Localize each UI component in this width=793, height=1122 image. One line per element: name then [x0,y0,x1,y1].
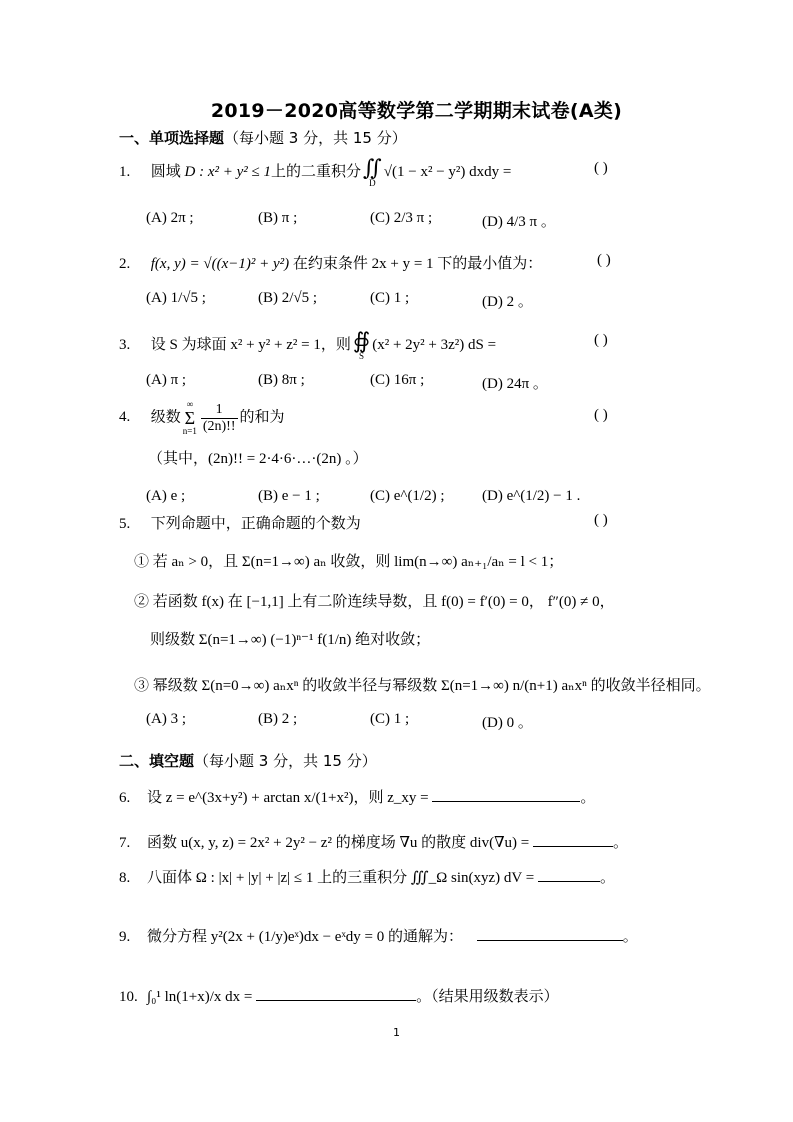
option-c: (C) e^(1/2) ; [370,488,445,504]
double-integral-symbol: ∬ D [363,155,382,188]
question-end: 。 [622,929,638,945]
question-end: 。（结果用级数表示） [416,989,559,1005]
option-a: (A) 3 ; [146,711,186,727]
option-d: (D) 4/3 π 。 [482,214,556,230]
question-text: 八面体 Ω : |x| + |y| + |z| ≤ 1 上的三重积分 ∭_Ω sin(xyz) dV = [147,870,535,886]
option-b: (B) π ; [258,210,298,226]
statement-3: ③ 幂级数 Σ(n=0→∞) aₙxⁿ 的收敛半径与幂级数 Σ(n=1→∞) n/(n+1) aₙxⁿ 的收敛半径相同。 [134,678,711,694]
question-number: 8. [119,870,131,886]
option-a: (A) 1/√5 ; [146,290,206,306]
question-text: 微分方程 y²(2x + (1/y)eˣ)dx − eˣdy = 0 的通解为： [147,929,464,945]
answer-blank[interactable] [432,787,580,802]
question-text: 下列命题中，正确命题的个数为 [150,516,361,532]
question-8 [119,866,615,887]
question-end: 。 [580,790,596,806]
question-3 [119,330,496,361]
question-text: 上的二重积分 [271,163,362,180]
answer-paren: ( ) [594,160,608,176]
question-text: 级数 [150,409,181,426]
integrand: √(1 − x² − y²) dxdy = [383,163,512,180]
option-a: (A) π ; [146,372,187,388]
question-7 [119,831,628,852]
question-end: 。 [613,835,629,851]
question-text: 设 S 为球面 x² + y² + z² = 1，则 [150,336,351,353]
domain-expression: D : x² + y² ≤ 1 [184,163,272,180]
question-text: ∫₀¹ ln(1+x)/x dx = [147,989,253,1005]
option-d: (D) 0 。 [482,715,533,731]
option-b: (B) 8π ; [258,372,305,388]
option-d: (D) e^(1/2) − 1 . [482,488,581,504]
answer-paren: ( ) [594,512,608,528]
statement-2-cont: 则级数 Σ(n=1→∞) (−1)ⁿ⁻¹ f(1/n) 绝对收敛； [150,632,431,648]
answer-paren: ( ) [594,332,608,348]
fraction: $\frac{1}{(2n)!!}$ [202,402,236,434]
statement-2: ② 若函数 f(x) 在 [−1,1] 上有二阶连续导数，且 f(0) = f′(0) = 0， f″(0) ≠ 0， [134,594,615,610]
summation-symbol: ∞ Σ n=1 [182,399,197,436]
option-d: (D) 24π 。 [482,376,548,392]
answer-paren: ( ) [594,407,608,423]
option-a: (A) e ; [146,488,186,504]
answer-blank[interactable] [477,926,623,941]
question-4-note: （其中，(2n)!! = 2·4·6·…·(2n) 。） [148,451,368,467]
function-expression: f(x, y) = √((x−1)² + y²) [150,256,290,272]
question-9 [119,925,638,946]
section-2-title: 二、填空题 [119,752,195,770]
statement-1: ① 若 aₙ > 0，且 Σ(n=1→∞) aₙ 收敛，则 lim(n→∞) aₙ₊₁/aₙ = l < 1； [134,554,564,570]
question-number: 4. [119,409,131,426]
option-d: (D) 2 。 [482,294,533,310]
question-1 [119,157,511,188]
question-text: 的和为 [239,409,285,426]
option-c: (C) 2/3 π ; [370,210,433,226]
question-number: 3. [119,336,131,353]
answer-blank[interactable] [533,832,613,847]
question-10 [119,985,559,1006]
question-4 [119,400,285,436]
option-b: (B) e − 1 ; [258,488,320,504]
question-number: 10. [119,989,138,1005]
section-2-note: （每小题 3 分，共 15 分） [194,752,377,770]
question-text: 圆域 [150,163,181,180]
question-number: 1. [119,163,131,180]
integrand: (x² + 2y² + 3z²) dS = [372,336,497,353]
question-text: 函数 u(x, y, z) = 2x² + 2y² − z² 的梯度场 ∇u 的散度 div(∇u) = [147,835,530,851]
question-end: 。 [599,870,615,886]
question-text: 在约束条件 2x + y = 1 下的最小值为： [292,256,543,272]
question-text: 设 z = e^(3x+y²) + arctan x/(1+x²)，则 z_xy = [147,790,429,806]
answer-blank[interactable] [256,986,416,1001]
question-number: 7. [119,835,131,851]
option-a: (A) 2π ; [146,210,194,226]
option-c: (C) 1 ; [370,290,410,306]
section-1-note: （每小题 3 分，共 15 分） [224,129,407,147]
surface-integral-symbol: ∯ S [352,328,371,361]
question-number: 6. [119,790,131,806]
exam-title: 2019－2020高等数学第二学期期末试卷(A类) [210,100,623,122]
option-b: (B) 2 ; [258,711,298,727]
question-number: 2. [119,256,131,272]
answer-paren: ( ) [597,252,611,268]
question-number: 9. [119,929,131,945]
question-number: 5. [119,516,131,532]
section-1-heading [119,127,407,148]
page-number: 1 [393,1026,400,1039]
section-2-heading [119,750,377,771]
question-6 [119,786,595,807]
option-c: (C) 1 ; [370,711,410,727]
question-2 [119,252,542,273]
question-5 [119,512,361,533]
answer-blank[interactable] [538,867,600,882]
option-c: (C) 16π ; [370,372,425,388]
section-1-title: 一、单项选择题 [119,129,225,147]
option-b: (B) 2/√5 ; [258,290,318,306]
